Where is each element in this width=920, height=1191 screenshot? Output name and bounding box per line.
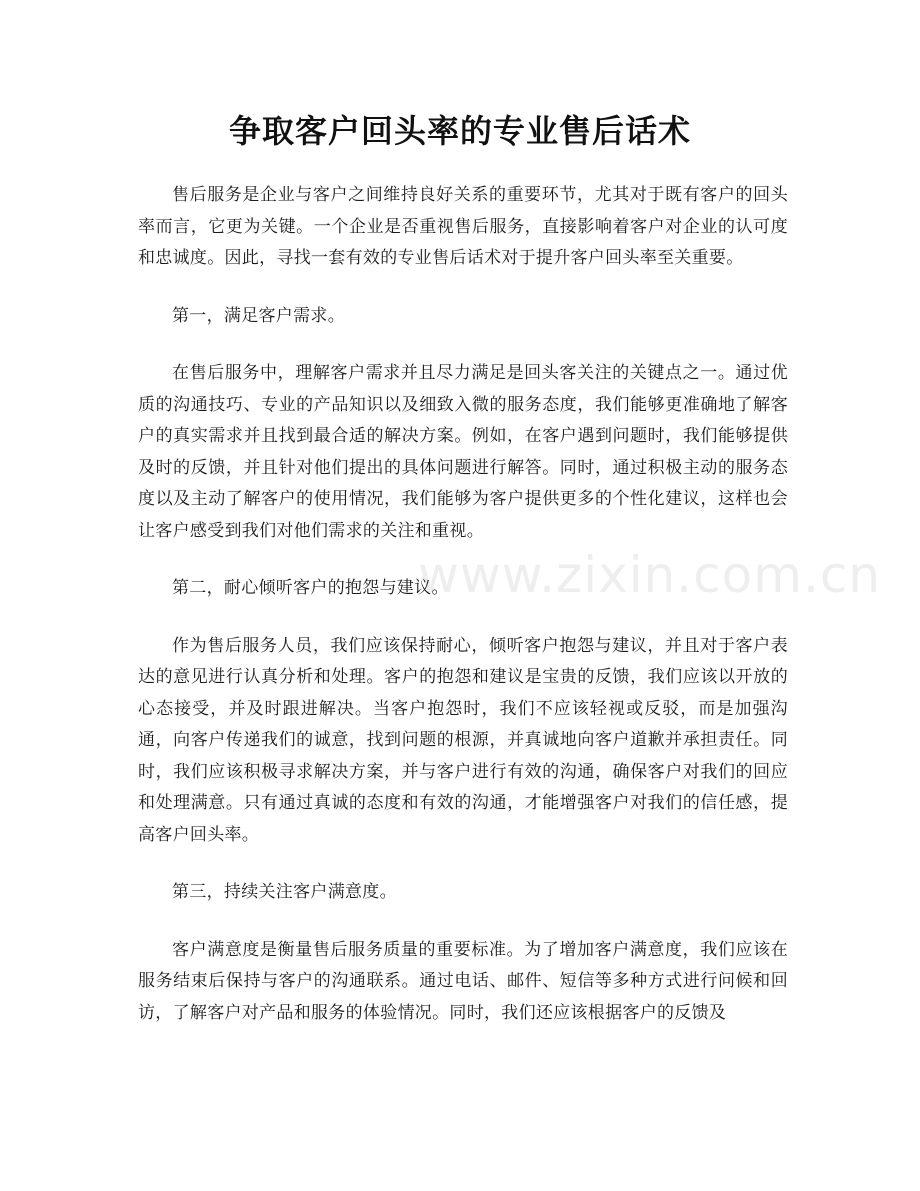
section-paragraph-3: 客户满意度是衡量售后服务质量的重要标准。为了增加客户满意度，我们应该在服务结束后保持与客户的沟通联系。通过电话、邮件、短信等多种方式进行问候和回访，了解客户对产品和服务的体验情况。同时，我们还应该根据客户的反馈及 — [138, 939, 788, 1023]
section-heading-2: 第二，耐心倾听客户的抱怨与建议。 — [172, 578, 449, 598]
document-title: 争取客户回头率的专业售后话术 — [228, 112, 691, 150]
section-paragraph-2: 作为售后服务人员，我们应该保持耐心，倾听客户抱怨与建议，并且对于客户表达的意见进行认真分析和处理。客户的抱怨和建议是宝贵的反馈，我们应该以开放的心态接受，并及时跟进解决。当客户抱怨时，我们不应该轻视或反驳，而是加强沟通，向客户传递我们的诚意，找到问题的根源，并真诚地向客户道歉并承担责任。同时，我们应该积极寻求解决方案，并与客户进行有效的沟通，确保客户对我们的回应和处理满意。只有通过真诚的态度和有效的沟通，才能增强客户对我们的信任感，提高客户回头率。 — [138, 635, 788, 845]
intro-paragraph: 售后服务是企业与客户之间维持良好关系的重要环节，尤其对于既有客户的回头率而言，它更为关键。一个企业是否重视售后服务，直接影响着客户对企业的认可度和忠诚度。因此，寻找一套有效的专业售后话术对于提升客户回头率至关重要。 — [138, 185, 788, 268]
document-body — [138, 180, 788, 1055]
section-heading-1: 第一，满足客户需求。 — [172, 305, 345, 326]
section-heading-3: 第三，持续关注客户满意度。 — [172, 882, 397, 902]
watermark: www.zixin.com.cn — [418, 546, 882, 604]
section-paragraph-1: 在售后服务中，理解客户需求并且尽力满足是回头客关注的关键点之一。通过优质的沟通技巧、专业的产品知识以及细致入微的服务态度，我们能够更准确地了解客户的真实需求并且找到最合适的解决方案。例如，在客户遇到问题时，我们能够提供及时的反馈，并且针对他们提出的具体问题进行解答。同时，通过积极主动的服务态度以及主动了解客户的使用情况，我们能够为客户提供更多的个性化建议，这样也会让客户感受到我们对他们需求的关注和重视。 — [138, 363, 788, 541]
